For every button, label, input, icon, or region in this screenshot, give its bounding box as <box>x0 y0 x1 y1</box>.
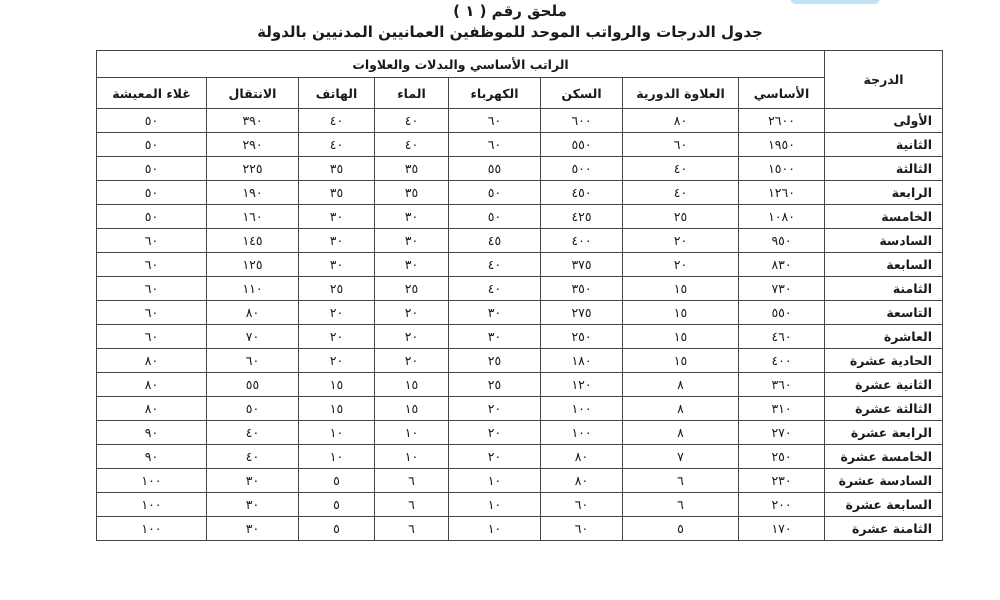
grade-cell: السادسة عشرة <box>825 469 943 493</box>
column-header-housing: السكن <box>541 78 623 109</box>
value-cell: ١٠ <box>449 469 541 493</box>
table-row <box>97 253 943 277</box>
value-cell: ٢٧٥ <box>541 301 623 325</box>
value-cell: ١٠٠ <box>97 493 207 517</box>
value-cell: ٤٥ <box>449 229 541 253</box>
column-header-basic: الأساسي <box>739 78 825 109</box>
value-cell: ٦٠ <box>97 229 207 253</box>
table-body <box>97 109 943 541</box>
value-cell: ٣٠ <box>207 493 299 517</box>
column-header-transport: الانتقال <box>207 78 299 109</box>
value-cell: ٥٠ <box>207 397 299 421</box>
value-cell: ١٠ <box>299 445 375 469</box>
column-header-periodic-increment: العلاوة الدورية <box>623 78 739 109</box>
value-cell: ٦ <box>375 517 449 541</box>
salary-table-container <box>96 50 942 541</box>
value-cell: ١٢٥ <box>207 253 299 277</box>
table-row <box>97 445 943 469</box>
value-cell: ١٠ <box>299 421 375 445</box>
value-cell: ٢٣٠ <box>739 469 825 493</box>
value-cell: ٦ <box>375 493 449 517</box>
value-cell: ٢٧٠ <box>739 421 825 445</box>
value-cell: ٣٠ <box>449 325 541 349</box>
table-row <box>97 421 943 445</box>
value-cell: ١١٠ <box>207 277 299 301</box>
value-cell: ١٦٠ <box>207 205 299 229</box>
value-cell: ٤٥٠ <box>541 181 623 205</box>
value-cell: ٨٠ <box>623 109 739 133</box>
table-row <box>97 229 943 253</box>
value-cell: ٨٠ <box>97 373 207 397</box>
value-cell: ٦ <box>375 469 449 493</box>
value-cell: ٣٠ <box>207 517 299 541</box>
grade-cell: السابعة عشرة <box>825 493 943 517</box>
value-cell: ٢٠ <box>623 229 739 253</box>
value-cell: ٦ <box>623 493 739 517</box>
value-cell: ٣٥٠ <box>541 277 623 301</box>
table-row <box>97 493 943 517</box>
table-row <box>97 157 943 181</box>
value-cell: ٢٠ <box>449 397 541 421</box>
value-cell: ٨ <box>623 397 739 421</box>
value-cell: ١٠٠ <box>97 469 207 493</box>
value-cell: ١٥ <box>375 397 449 421</box>
value-cell: ٣٥ <box>375 181 449 205</box>
value-cell: ٢٠ <box>449 445 541 469</box>
grade-cell: السابعة <box>825 253 943 277</box>
value-cell: ٥٥ <box>449 157 541 181</box>
value-cell: ١٠ <box>375 445 449 469</box>
table-row <box>97 301 943 325</box>
value-cell: ٦٠ <box>97 277 207 301</box>
grade-cell: العاشرة <box>825 325 943 349</box>
column-header-cost-of-living: غلاء المعيشة <box>97 78 207 109</box>
value-cell: ١٥ <box>623 325 739 349</box>
value-cell: ٨٠ <box>207 301 299 325</box>
value-cell: ٤٠ <box>207 421 299 445</box>
table-row <box>97 469 943 493</box>
table-row <box>97 277 943 301</box>
value-cell: ٥٠ <box>97 133 207 157</box>
value-cell: ٣٦٠ <box>739 373 825 397</box>
table-row <box>97 373 943 397</box>
grade-cell: الثانية <box>825 133 943 157</box>
value-cell: ١٥ <box>623 277 739 301</box>
value-cell: ١٥ <box>623 349 739 373</box>
value-cell: ٥٠ <box>449 205 541 229</box>
value-cell: ٢٥ <box>623 205 739 229</box>
value-cell: ٥٠٠ <box>541 157 623 181</box>
value-cell: ٣٩٠ <box>207 109 299 133</box>
value-cell: ١٠ <box>449 493 541 517</box>
value-cell: ٥٠ <box>449 181 541 205</box>
value-cell: ٧ <box>623 445 739 469</box>
value-cell: ١٥ <box>299 373 375 397</box>
value-cell: ١٥ <box>623 301 739 325</box>
grade-cell: الأولى <box>825 109 943 133</box>
value-cell: ٥ <box>299 517 375 541</box>
value-cell: ٣١٠ <box>739 397 825 421</box>
value-cell: ٣٠ <box>299 229 375 253</box>
value-cell: ٣٠ <box>299 253 375 277</box>
salary-table <box>96 50 943 541</box>
value-cell: ٥٥ <box>207 373 299 397</box>
grade-cell: الثالثة <box>825 157 943 181</box>
value-cell: ٤٠ <box>449 253 541 277</box>
grade-cell: الحادية عشرة <box>825 349 943 373</box>
value-cell: ٢٠ <box>299 349 375 373</box>
value-cell: ٣٥ <box>299 157 375 181</box>
value-cell: ٤٠٠ <box>541 229 623 253</box>
value-cell: ٨ <box>623 421 739 445</box>
value-cell: ١٥٠٠ <box>739 157 825 181</box>
value-cell: ١٠٠ <box>97 517 207 541</box>
value-cell: ١٠٨٠ <box>739 205 825 229</box>
value-cell: ٦٠ <box>623 133 739 157</box>
value-cell: ٦٠ <box>449 133 541 157</box>
group-header: الراتب الأساسي والبدلات والعلاوات <box>97 51 825 78</box>
value-cell: ٨٠ <box>97 397 207 421</box>
value-cell: ٢٥ <box>449 349 541 373</box>
value-cell: ٥٠ <box>97 109 207 133</box>
value-cell: ٨٠ <box>541 445 623 469</box>
value-cell: ١٩٠ <box>207 181 299 205</box>
value-cell: ٣٠ <box>207 469 299 493</box>
value-cell: ٦٠ <box>97 253 207 277</box>
value-cell: ٦٠ <box>541 493 623 517</box>
table-row <box>97 133 943 157</box>
value-cell: ٨٠ <box>97 349 207 373</box>
value-cell: ٤٦٠ <box>739 325 825 349</box>
value-cell: ٥ <box>623 517 739 541</box>
value-cell: ٩٠ <box>97 421 207 445</box>
grade-cell: السادسة <box>825 229 943 253</box>
value-cell: ٣٥ <box>299 181 375 205</box>
value-cell: ٩٠ <box>97 445 207 469</box>
value-cell: ٣٠ <box>299 205 375 229</box>
value-cell: ٢٠ <box>375 301 449 325</box>
column-header-phone: الهاتف <box>299 78 375 109</box>
value-cell: ١٢٠ <box>541 373 623 397</box>
value-cell: ٣٧٥ <box>541 253 623 277</box>
value-cell: ٦٠ <box>207 349 299 373</box>
value-cell: ٣٥ <box>375 157 449 181</box>
value-cell: ١٥ <box>299 397 375 421</box>
table-row <box>97 397 943 421</box>
value-cell: ٢٠ <box>375 349 449 373</box>
value-cell: ٨ <box>623 373 739 397</box>
grade-cell: الرابعة <box>825 181 943 205</box>
value-cell: ٤٢٥ <box>541 205 623 229</box>
column-header-electricity: الكهرباء <box>449 78 541 109</box>
value-cell: ٢٢٥ <box>207 157 299 181</box>
grade-cell: الثامنة عشرة <box>825 517 943 541</box>
value-cell: ٤٠ <box>623 181 739 205</box>
grade-cell: الثالثة عشرة <box>825 397 943 421</box>
value-cell: ٤٠ <box>375 133 449 157</box>
table-row <box>97 181 943 205</box>
value-cell: ٦٠ <box>97 301 207 325</box>
value-cell: ٣٠ <box>375 205 449 229</box>
value-cell: ٦٠ <box>541 517 623 541</box>
value-cell: ١٠٠ <box>541 421 623 445</box>
value-cell: ٣٠ <box>375 229 449 253</box>
value-cell: ٢٠ <box>623 253 739 277</box>
value-cell: ٥٠ <box>97 157 207 181</box>
value-cell: ٢٥٠ <box>541 325 623 349</box>
value-cell: ٢٥ <box>299 277 375 301</box>
value-cell: ١٨٠ <box>541 349 623 373</box>
value-cell: ٦٠ <box>449 109 541 133</box>
value-cell: ٢٠٠ <box>739 493 825 517</box>
value-cell: ٥٥٠ <box>541 133 623 157</box>
value-cell: ٤٠ <box>299 109 375 133</box>
grade-cell: الخامسة عشرة <box>825 445 943 469</box>
table-row <box>97 517 943 541</box>
grade-cell: الثامنة <box>825 277 943 301</box>
grade-cell: الرابعة عشرة <box>825 421 943 445</box>
value-cell: ٨٠ <box>541 469 623 493</box>
document-title: جدول الدرجات والرواتب الموحد للموظفين العمانيين المدنيين بالدولة <box>257 23 763 41</box>
value-cell: ٢٠ <box>299 325 375 349</box>
grade-cell: التاسعة <box>825 301 943 325</box>
table-row <box>97 325 943 349</box>
value-cell: ٥٠ <box>97 181 207 205</box>
value-cell: ٦٠ <box>97 325 207 349</box>
value-cell: ٨٣٠ <box>739 253 825 277</box>
annex-label: ملحق رقم ( ١ ) <box>453 2 567 20</box>
value-cell: ١٢٦٠ <box>739 181 825 205</box>
value-cell: ٢٠ <box>299 301 375 325</box>
value-cell: ١٤٥ <box>207 229 299 253</box>
table-row <box>97 205 943 229</box>
value-cell: ١٧٠ <box>739 517 825 541</box>
value-cell: ٢٩٠ <box>207 133 299 157</box>
value-cell: ٥ <box>299 469 375 493</box>
table-row <box>97 349 943 373</box>
value-cell: ٤٠ <box>623 157 739 181</box>
value-cell: ٤٠ <box>207 445 299 469</box>
column-header-water: الماء <box>375 78 449 109</box>
value-cell: ٥٠ <box>97 205 207 229</box>
value-cell: ٦ <box>623 469 739 493</box>
value-cell: ٦٠٠ <box>541 109 623 133</box>
value-cell: ٢٥ <box>449 373 541 397</box>
value-cell: ٣٠ <box>375 253 449 277</box>
document-header <box>100 2 920 42</box>
value-cell: ١٠ <box>375 421 449 445</box>
value-cell: ٢٠ <box>449 421 541 445</box>
value-cell: ١٥ <box>375 373 449 397</box>
value-cell: ٤٠ <box>299 133 375 157</box>
value-cell: ٧٠ <box>207 325 299 349</box>
grade-header: الدرجة <box>825 51 943 109</box>
value-cell: ٢٦٠٠ <box>739 109 825 133</box>
value-cell: ٤٠ <box>375 109 449 133</box>
grade-cell: الخامسة <box>825 205 943 229</box>
value-cell: ٤٠٠ <box>739 349 825 373</box>
value-cell: ٣٠ <box>449 301 541 325</box>
value-cell: ٢٥٠ <box>739 445 825 469</box>
value-cell: ٢٥ <box>375 277 449 301</box>
table-row <box>97 109 943 133</box>
grade-cell: الثانية عشرة <box>825 373 943 397</box>
value-cell: ٥٥٠ <box>739 301 825 325</box>
value-cell: ١٠ <box>449 517 541 541</box>
value-cell: ٧٣٠ <box>739 277 825 301</box>
value-cell: ٥ <box>299 493 375 517</box>
value-cell: ١٩٥٠ <box>739 133 825 157</box>
value-cell: ٩٥٠ <box>739 229 825 253</box>
value-cell: ٢٠ <box>375 325 449 349</box>
value-cell: ١٠٠ <box>541 397 623 421</box>
value-cell: ٤٠ <box>449 277 541 301</box>
